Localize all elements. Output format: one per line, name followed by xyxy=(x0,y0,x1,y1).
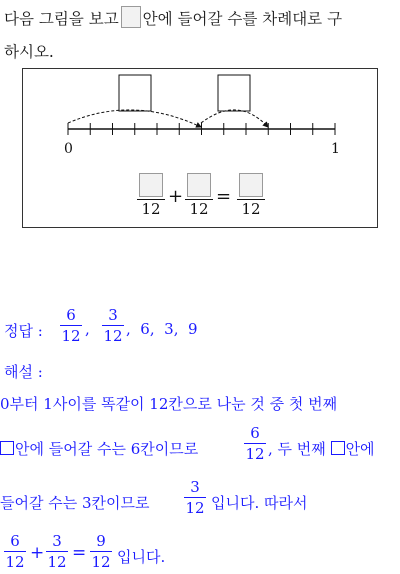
final-frac2-den: 12 xyxy=(47,553,67,571)
numerator-box-icon xyxy=(139,173,163,197)
explanation-line-2a xyxy=(0,438,198,459)
eq-equals: = xyxy=(216,186,232,207)
eq-fraction-2 xyxy=(185,173,213,218)
final-fraction-3 xyxy=(90,532,112,571)
answer-comma: , xyxy=(85,320,90,338)
answer-fraction-2 xyxy=(102,306,124,345)
question-text-after: 안에 들어갈 수를 차례대로 구 xyxy=(142,10,343,28)
numerator-box-icon xyxy=(187,173,211,197)
explanation-frac-num: 3 xyxy=(190,478,200,496)
eq-plus: + xyxy=(168,186,184,207)
label-one: 1 xyxy=(331,141,340,157)
blank-box-icon xyxy=(121,6,141,28)
final-fraction-1 xyxy=(4,532,26,571)
explanation-fraction-6 xyxy=(244,424,266,463)
question-text-before: 다음 그림을 보고 xyxy=(4,10,119,28)
answer-rest: , 6, 3, 9 xyxy=(126,320,198,338)
numerator-box-icon xyxy=(239,173,263,197)
final-tail: 입니다. xyxy=(117,548,166,566)
final-plus: + xyxy=(30,543,45,563)
blank-square-icon xyxy=(0,441,14,455)
answer-frac1-num: 6 xyxy=(66,306,76,324)
explanation-frac-den: 12 xyxy=(245,445,265,463)
question-line-2: 하시오. xyxy=(4,43,54,61)
number-line-figure xyxy=(22,68,378,228)
eq-fraction-1 xyxy=(137,173,165,218)
final-frac1-num: 6 xyxy=(10,532,20,550)
question-line-1 xyxy=(4,6,342,29)
answer-box-2 xyxy=(218,75,250,111)
explanation-line-2-text: 안에 들어갈 수는 6칸이므로 xyxy=(15,440,199,458)
eq-fraction-3 xyxy=(237,173,265,218)
eq-denominator-2: 12 xyxy=(189,200,209,218)
final-equals: = xyxy=(72,543,87,563)
answer-fraction-1 xyxy=(60,306,82,345)
explanation-frac-num: 6 xyxy=(250,424,260,442)
eq-denominator-1: 12 xyxy=(141,200,161,218)
jump-arrow-2 xyxy=(201,110,268,127)
blank-square-icon xyxy=(331,441,345,455)
explanation-label: 해설 : xyxy=(4,363,43,381)
final-frac3-den: 12 xyxy=(91,553,111,571)
explanation-line-1: 0부터 1사이를 똑같이 12칸으로 나눈 것 중 첫 번째 xyxy=(0,395,338,413)
answer-frac1-den: 12 xyxy=(61,327,81,345)
answer-frac2-num: 3 xyxy=(108,306,118,324)
answer-frac2-den: 12 xyxy=(103,327,123,345)
explanation-line-2b xyxy=(268,438,375,459)
final-fraction-2 xyxy=(46,532,68,571)
explanation-line-3a: 들어갈 수는 3칸이므로 xyxy=(0,494,150,512)
final-frac3-num: 9 xyxy=(96,532,106,550)
final-frac1-den: 12 xyxy=(5,553,25,571)
label-zero: 0 xyxy=(64,141,73,157)
explanation-line-2-end: 안에 xyxy=(345,440,375,458)
explanation-line-3b: 입니다. 따라서 xyxy=(211,494,308,512)
answer-box-1 xyxy=(119,75,151,111)
explanation-fraction-3 xyxy=(184,478,206,517)
explanation-line-2-tail: , 두 번째 xyxy=(268,440,326,458)
final-frac2-num: 3 xyxy=(52,532,62,550)
eq-denominator-3: 12 xyxy=(241,200,261,218)
explanation-frac-den: 12 xyxy=(185,499,205,517)
answer-label: 정답 : xyxy=(4,322,43,340)
